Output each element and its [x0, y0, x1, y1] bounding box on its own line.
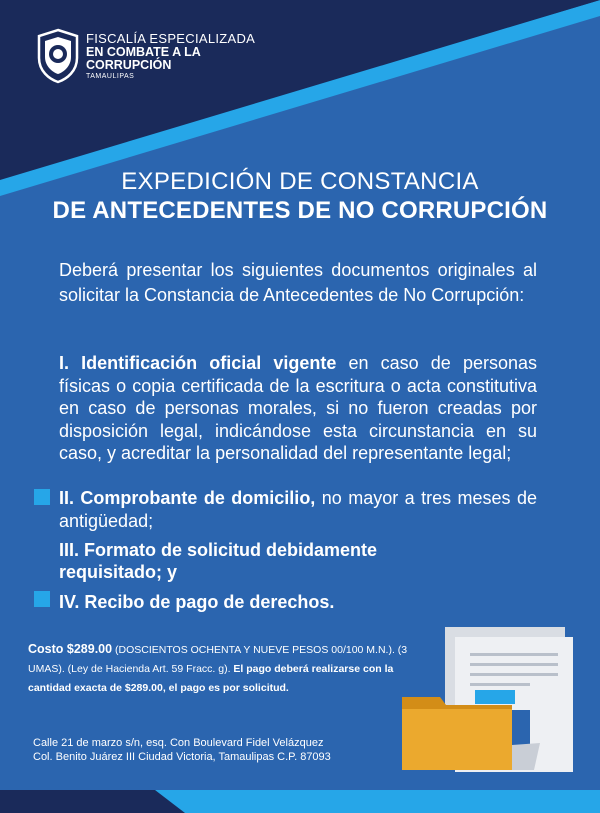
requirement-item-3 [59, 539, 429, 583]
address-line-2: Col. Benito Juárez III Ciudad Victoria, Tamaulipas C.P. 87093 [33, 751, 331, 763]
bullet-icon [34, 489, 50, 505]
item-1-bold: I. Identificación oficial vigente [59, 353, 337, 373]
requirement-item-4 [59, 590, 537, 615]
item-1-text: en caso de personas físicas o copia certificada de la escritura o acta constitutiva en caso de personas morales, si no fueron creadas por disposición legal, indicándose esta circunstancia en su caso, y acreditar la personalidad del representante legal; [59, 353, 537, 463]
cost-label: Costo $289.00 [28, 642, 113, 656]
requirement-item-2 [59, 487, 537, 532]
item-3-bold: III. Formato de solicitud debidamente requisitado; y [59, 540, 378, 582]
logo-line-2: EN COMBATE A LA [86, 44, 201, 59]
title-line-2: DE ANTECEDENTES DE NO CORRUPCIÓN [52, 197, 548, 224]
cost-info [28, 640, 408, 698]
address-line-1: Calle 21 de marzo s/n, esq. Con Boulevard Fidel Velázquez [33, 737, 324, 749]
item-4-bold: IV. Recibo de pago de derechos. [59, 592, 335, 612]
item-2-text: no mayor a tres meses de antigüedad; [59, 488, 537, 531]
logo-line-4: TAMAULIPAS [86, 72, 135, 80]
documents-folder-icon [400, 625, 575, 775]
title-line-1: EXPEDICIÓN DE CONSTANCIA [121, 168, 479, 195]
bullet-icon [34, 591, 50, 607]
item-2-bold: II. Comprobante de domicilio, [59, 488, 316, 508]
cost-note: El pago deberá realizarse con la cantidad exacta de $289.00, el pago es por solicitud. [28, 663, 394, 694]
cost-detail: (DOSCIENTOS OCHENTA Y NUEVE PESOS 00/100 M.N.). (3 UMAS). (Ley de Hacienda Art. 59 Fracc. g). [28, 644, 408, 675]
intro-text: Deberá presentar los siguientes documentos originales al solicitar la Constancia de Antecedentes de No Corrupción: [59, 260, 537, 305]
requirement-item-1 [59, 352, 537, 465]
logo-line-3: CORRUPCIÓN [86, 57, 172, 72]
logo-line-1: FISCALÍA ESPECIALIZADA [86, 30, 256, 46]
logo [36, 28, 255, 84]
address [33, 736, 331, 764]
shield-icon [36, 28, 80, 84]
